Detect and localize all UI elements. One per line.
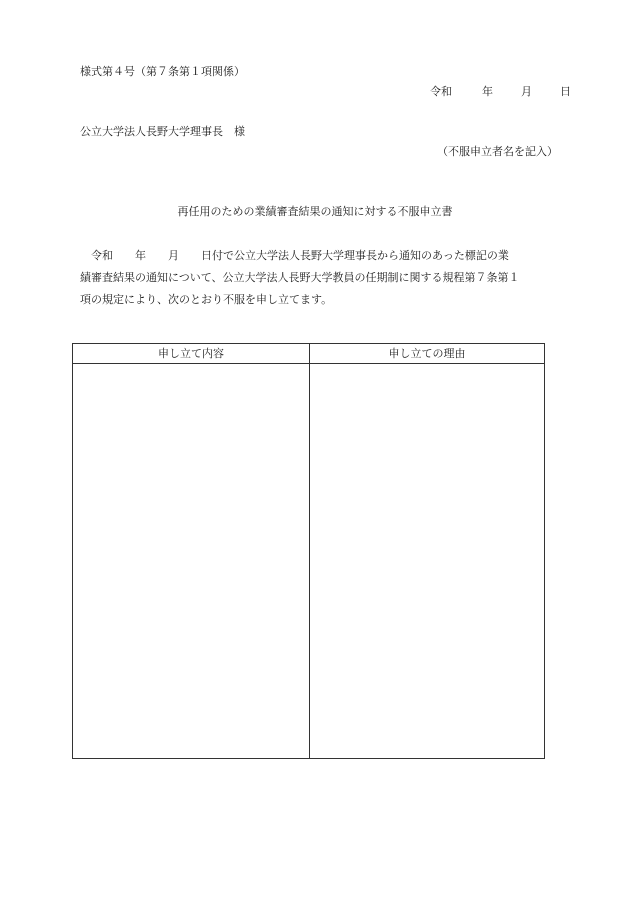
document-title: 再任用のための業績審査結果の通知に対する不服申立書 xyxy=(177,205,453,218)
date-era: 令和 xyxy=(430,85,452,98)
date-year: 年 xyxy=(482,85,493,98)
date-month: 月 xyxy=(521,85,532,98)
form-number: 様式第４号（第７条第１項関係） xyxy=(80,65,245,78)
body-line: 績審査結果の通知について、公立大学法人長野大学教員の任期制に関する規程第７条第１ xyxy=(80,271,520,284)
body-text xyxy=(80,245,565,311)
date-day: 日 xyxy=(560,85,571,98)
body-line: 項の規定により、次のとおり不服を申し立てます。 xyxy=(80,293,333,306)
applicant-name-note: （不服申立者名を記入） xyxy=(437,145,558,158)
header-appeal-reason: 申し立ての理由 xyxy=(388,347,466,360)
appeal-table xyxy=(72,343,545,759)
appeal-content-cell[interactable] xyxy=(73,364,309,758)
body-line: 令和 年 月 日付で公立大学法人長野大学理事長から通知のあった標記の業 xyxy=(80,249,509,262)
recipient: 公立大学法人長野大学理事長 様 xyxy=(80,125,245,138)
date-line xyxy=(430,86,571,97)
header-appeal-content: 申し立て内容 xyxy=(158,347,224,360)
appeal-reason-cell[interactable] xyxy=(310,364,544,758)
